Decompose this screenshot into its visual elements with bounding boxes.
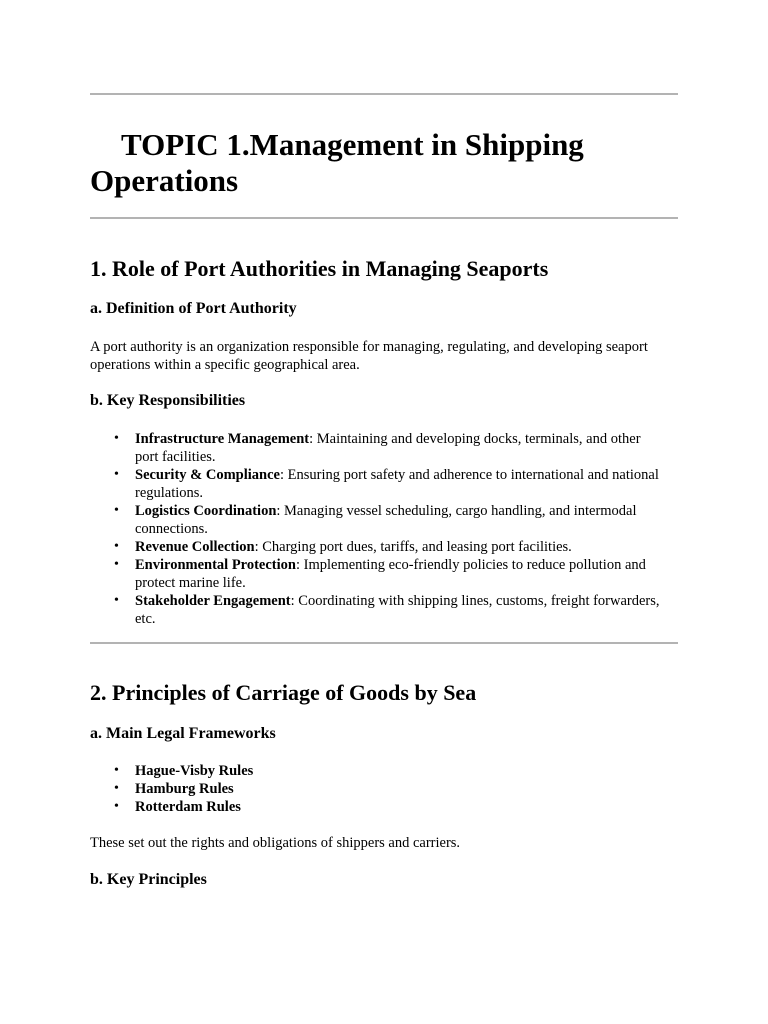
list-item — [90, 430, 665, 466]
section-1-heading: 1. Role of Port Authorities in Managing Seaports — [90, 256, 549, 281]
list-item — [90, 798, 665, 816]
list-item-term: Rotterdam Rules — [135, 799, 241, 815]
responsibilities-list — [90, 430, 678, 628]
list-item — [90, 538, 665, 556]
divider-top — [90, 93, 678, 95]
list-item-desc: : Ensuring port safety and adherence to international and national regulations. — [135, 467, 659, 501]
divider-after-title — [90, 217, 678, 219]
port-authority-definition: A port authority is an organization responsible for managing, regulating, and developing seaport operations within a specific geographical area. — [90, 339, 648, 373]
section-1b-heading: b. Key Responsibilities — [90, 392, 246, 409]
list-item-term: Infrastructure Management — [135, 431, 310, 447]
list-item-term: Revenue Collection — [135, 539, 255, 555]
list-item — [90, 592, 665, 628]
document-title: TOPIC 1.Management in Shipping Operations — [90, 127, 584, 198]
section-2a-heading: a. Main Legal Frameworks — [90, 725, 276, 742]
section-2-heading: 2. Principles of Carriage of Goods by Sea — [90, 680, 477, 705]
list-item — [90, 556, 665, 592]
section-2b-heading: b. Key Principles — [90, 871, 207, 888]
list-item-term: Logistics Coordination — [135, 503, 277, 519]
list-item — [90, 466, 665, 502]
list-item-desc: : Managing vessel scheduling, cargo handling, and intermodal connections. — [135, 503, 637, 537]
legal-frameworks-list — [90, 762, 678, 816]
list-item-term: Stakeholder Engagement — [135, 593, 291, 609]
list-item — [90, 762, 665, 780]
section-1a-heading: a. Definition of Port Authority — [90, 300, 297, 317]
list-item-term: Environmental Protection — [135, 557, 296, 573]
list-item-desc: : Charging port dues, tariffs, and leasing port facilities. — [254, 539, 572, 555]
list-item — [90, 502, 665, 538]
list-item — [90, 780, 665, 798]
list-item-term: Hague-Visby Rules — [135, 763, 254, 779]
list-item-desc: : Implementing eco-friendly policies to reduce pollution and protect marine life. — [135, 557, 646, 591]
divider-section-2 — [90, 642, 678, 644]
list-item-desc: : Coordinating with shipping lines, customs, freight forwarders, etc. — [135, 593, 660, 627]
list-item-desc: : Maintaining and developing docks, terminals, and other port facilities. — [135, 431, 641, 465]
frameworks-summary: These set out the rights and obligations of shippers and carriers. — [90, 835, 461, 851]
list-item-term: Security & Compliance — [135, 467, 280, 483]
list-item-term: Hamburg Rules — [135, 781, 234, 797]
